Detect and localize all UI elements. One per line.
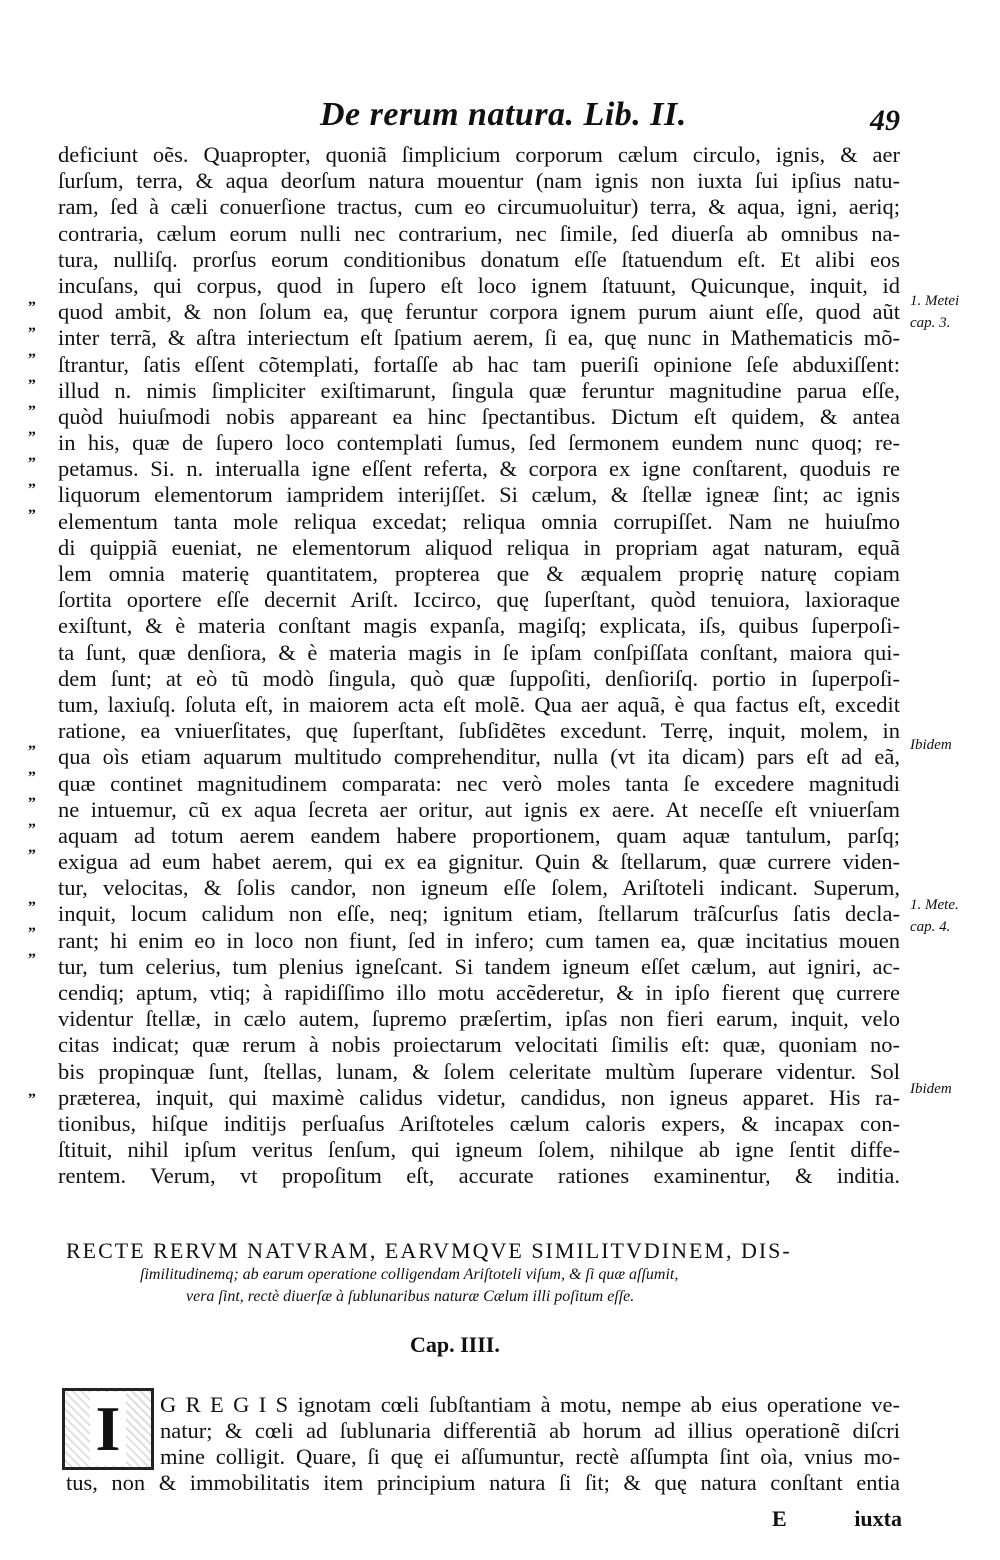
quote-mark: „ <box>28 787 36 804</box>
text-line: tura, nulliſq. prorſus eorum conditionibus donatum eſſe ſtatuendum eſt. Et alibi eos <box>58 246 900 272</box>
text-line: citas indicat; quæ rerum à nobis proiectarum velocitati ſimilis eſt: quæ, quoniam no- <box>58 1032 900 1058</box>
text-line: tur, tum celerius, tum plenius igneſcant. Si tandem igneum eſſet cælum, aut igniri, ac- <box>58 953 900 979</box>
text-line: elementum tanta mole reliqua excedat; reliqua omnia corrupiſſet. Nam ne huiuſmo <box>58 508 900 534</box>
quote-mark: „ <box>28 447 36 464</box>
text-line: lem omnia materię quantitatem, propterea que & æqualem proprię naturę copiam <box>58 561 900 586</box>
text-line: tur, velocitas, & ſolis candor, non igneum eſſe ſolem, Ariſtoteli indicant. Superum, <box>58 875 900 901</box>
quote-mark: „ <box>28 473 36 490</box>
text-line: petamus. Si. n. interualla igne eſſent referta, & corpora ex igne conſtarent, quoduis re <box>58 456 900 482</box>
text-line: quòd huiuſmodi nobis appareant ea hinc ſpectantibus. Dictum eſt quidem, & antea <box>58 403 900 429</box>
quote-mark: „ <box>28 735 36 752</box>
text-line: tionibus, hiſque inditijs perſuaſus Ariſtoteles cælum caloris expers, & incapax con- <box>58 1110 900 1136</box>
text-line: di quippiã eueniat, ne elementorum aliquod reliqua in propriam agat naturam, equã <box>58 534 900 560</box>
text-line: ta ſunt, quæ denſiora, & è materia magis in ſe ipſam conſpiſſata conſtant, maiora qui- <box>58 639 900 665</box>
margin-reference <box>910 290 998 334</box>
quote-mark: „ <box>28 317 36 334</box>
text-line: illud n. nimis ſimpliciter exiſtimarunt, ſingula quæ feruntur magnitudine parua eſſe, <box>58 377 900 403</box>
text-line: rant; hi enim eo in loco non fiunt, ſed in infero; cum tamen ea, quæ incitatius mouen <box>58 927 900 953</box>
text-line <box>58 1190 900 1216</box>
decorated-initial-letter: I <box>90 1392 127 1466</box>
quote-mark: „ <box>28 369 36 386</box>
signature-mark: E <box>772 1506 787 1531</box>
text-line: ram, ſed à cæli conuerſione tractus, cum eo circumuoluitur) terra, & aqua, igni, aeriq; <box>58 194 900 220</box>
text-line: quod ambit, & non ſolum ea, quę feruntur corpora ignem purum aiunt eſſe, quod aũt <box>58 299 900 325</box>
text-line: in his, quæ de ſupero loco contemplati ſumus, ſed ſermonem eundem nunc quoq; re- <box>58 430 900 456</box>
chapter-opening-text <box>160 1392 900 1471</box>
quote-mark: „ <box>28 291 36 308</box>
text-line: cendiq; aptum, vtiq; à rapidiſſimo illo motu accẽderetur, & in ipſo fierent quę currere <box>58 980 900 1005</box>
text-line: aquam ad totum aerem eandem habere proportionem, quam aquæ tantulum, parſq; <box>58 822 900 848</box>
margin-reference <box>910 894 998 938</box>
text-line: incuſans, qui corpus, quod in ſupero eſt loco ignem ſtatuunt, Quicunque, inquit, id <box>58 272 900 298</box>
text-line: qua oìs etiam aquarum multitudo comprehenditur, nulla (vt ita dicam) pars eſt ad eã, <box>58 744 900 770</box>
quote-mark: „ <box>28 839 36 856</box>
text-line: ſtrantur, ſatis eſſent cõtemplati, fortaſſe ab hac tam pueriſi opinione ſeſe abduxiſſent: <box>58 351 900 377</box>
text-line: bis propinquæ ſunt, ſtellas, lunam, & ſolem celeritate multùm ſuperare videntur. Sol <box>58 1058 900 1084</box>
margin-reference-book: Ibidem <box>910 1081 952 1097</box>
text-line: exigua ad eum habet aerem, qui ex ea gignitur. Quin & ſtellarum, quæ currere viden- <box>58 849 900 875</box>
text-line: contraria, cælum eorum nulli nec contrarium, nec ſimile, ſed diuerſa ab omnibus na- <box>58 220 900 246</box>
quote-mark: „ <box>28 891 36 908</box>
chapter-title: Cap. IIII. <box>410 1332 500 1357</box>
chapter-heading-line-2: ſimilitudinemq; ab earum operatione colligendam Ariſtoteli viſum, & ſi quæ aſſumit, <box>140 1266 679 1283</box>
margin-reference-chapter: cap. 3. <box>910 315 951 331</box>
text-line: natur; & cœli ad ſublunaria differentiã ab horum ad illius operationẽ diſcri <box>160 1418 900 1444</box>
text-line: videntur ſtellæ, in cælo autem, ſupremo præſertim, ipſas non fieri earum, inquit, velo <box>58 1006 900 1032</box>
quote-mark: „ <box>28 943 36 960</box>
text-line: inquit, locum calidum non eſſe, neq; ignitum etiam, ſtellarum trãſcurſus ſatis decla- <box>58 901 900 927</box>
text-line: tus, non & immobilitatis item principium natura ſi ſit; & quę natura conſtant entia <box>66 1470 900 1495</box>
chapter-text-continuation <box>66 1470 900 1496</box>
text-line: inter terrã, & aſtra interiectum eſt ſpatium aerem, ſi ea, quę nunc in Mathematicis mõ- <box>58 325 900 351</box>
margin-reference <box>910 1078 998 1100</box>
chapter-heading-line-3: vera ſint, rectè diuerſæ à ſublunaribus naturæ Cælum illi poſitum eſſe. <box>186 1288 635 1305</box>
text-line: dem ſunt; at eò tũ modò ſingula, quò quæ ſuppoſiti, denſioriſq. portio in ſuperpoſi- <box>58 665 900 691</box>
quote-mark: „ <box>28 499 36 516</box>
text-line: præterea, inquit, qui maximè calidus videtur, candidus, non igneus apparet. His ra- <box>58 1084 900 1110</box>
running-title: De rerum natura. Lib. II. <box>320 96 687 133</box>
quote-mark: „ <box>28 343 36 360</box>
quote-mark: „ <box>28 917 36 934</box>
text-line: quæ continet magnitudinem comparata: nec verò moles tanta ſe excedere magnitudi <box>58 770 900 796</box>
quote-mark: „ <box>28 813 36 830</box>
margin-reference <box>910 734 998 756</box>
text-line: rentem. Verum, vt propoſitum eſt, accurate rationes examinentur, & inditia. <box>58 1163 900 1189</box>
text-line: exiſtunt, & è materia conſtant magis expanſa, magiſq; explicata, iſs, quibus ſuperpoſi- <box>58 613 900 639</box>
text-line: deficiunt oẽs. Quapropter, quoniã ſimplicium corporum cælum circulo, ignis, & aer <box>58 142 900 167</box>
margin-reference-book: 1. Mete. <box>910 897 959 913</box>
text-line: liquorum elementorum iampridem interijſſet. Si cælum, & ſtellæ igneæ ſint; ac ignis <box>58 482 900 508</box>
chapter-heading-line-1: RECTE RERVM NATVRAM, EARVMQVE SIMILITVDINEM, DIS- <box>66 1238 792 1263</box>
page-number: 49 <box>870 104 900 137</box>
quote-mark: „ <box>28 761 36 778</box>
text-line: ſortita oportere eſſe decernit Ariſt. Iccirco, quę ſuperſtant, quòd tenuiora, laxioraque <box>58 587 900 613</box>
text-line: ne intuemur, cũ ex aqua ſecreta aer oritur, aut ignis ex aere. At neceſſe eſt vniuerſam <box>58 796 900 822</box>
text-line: ſtituit, nihil ipſum veritus ſenſum, qui igneum ſolem, nihilque ab igne ſentit diffe- <box>58 1137 900 1163</box>
text-line: mine colligit. Quare, ſi quę ei aſſumuntur, rectè aſſumpta ſint oìa, vnius mo- <box>160 1444 900 1470</box>
quote-mark: „ <box>28 421 36 438</box>
margin-reference-book: Ibidem <box>910 737 952 753</box>
quote-mark: „ <box>28 1083 36 1100</box>
text-line: G R E G I S ignotam cœli ſubſtantiam à motu, nempe ab eius operatione ve- <box>160 1392 900 1417</box>
text-line: tum, laxiuſq. ſoluta eſt, in maiorem acta eſt molẽ. Qua aer aquã, è qua factus eſt, excedit <box>58 691 900 717</box>
catchword-line <box>772 1506 902 1532</box>
margin-reference-chapter: cap. 4. <box>910 919 951 935</box>
margin-reference-book: 1. Metei <box>910 293 960 309</box>
decorated-initial <box>62 1388 154 1470</box>
quote-mark: „ <box>28 395 36 412</box>
catchword: iuxta <box>854 1506 902 1531</box>
text-line: ratione, ea vniuerſitates, quę ſuperſtant, ſubſidẽtes excedunt. Terrę, inquit, molem, in <box>58 718 900 744</box>
body-text <box>58 142 900 1216</box>
text-line: ſurſum, terra, & aqua deorſum natura mouentur (nam ignis non iuxta ſui ipſius natu- <box>58 168 900 194</box>
